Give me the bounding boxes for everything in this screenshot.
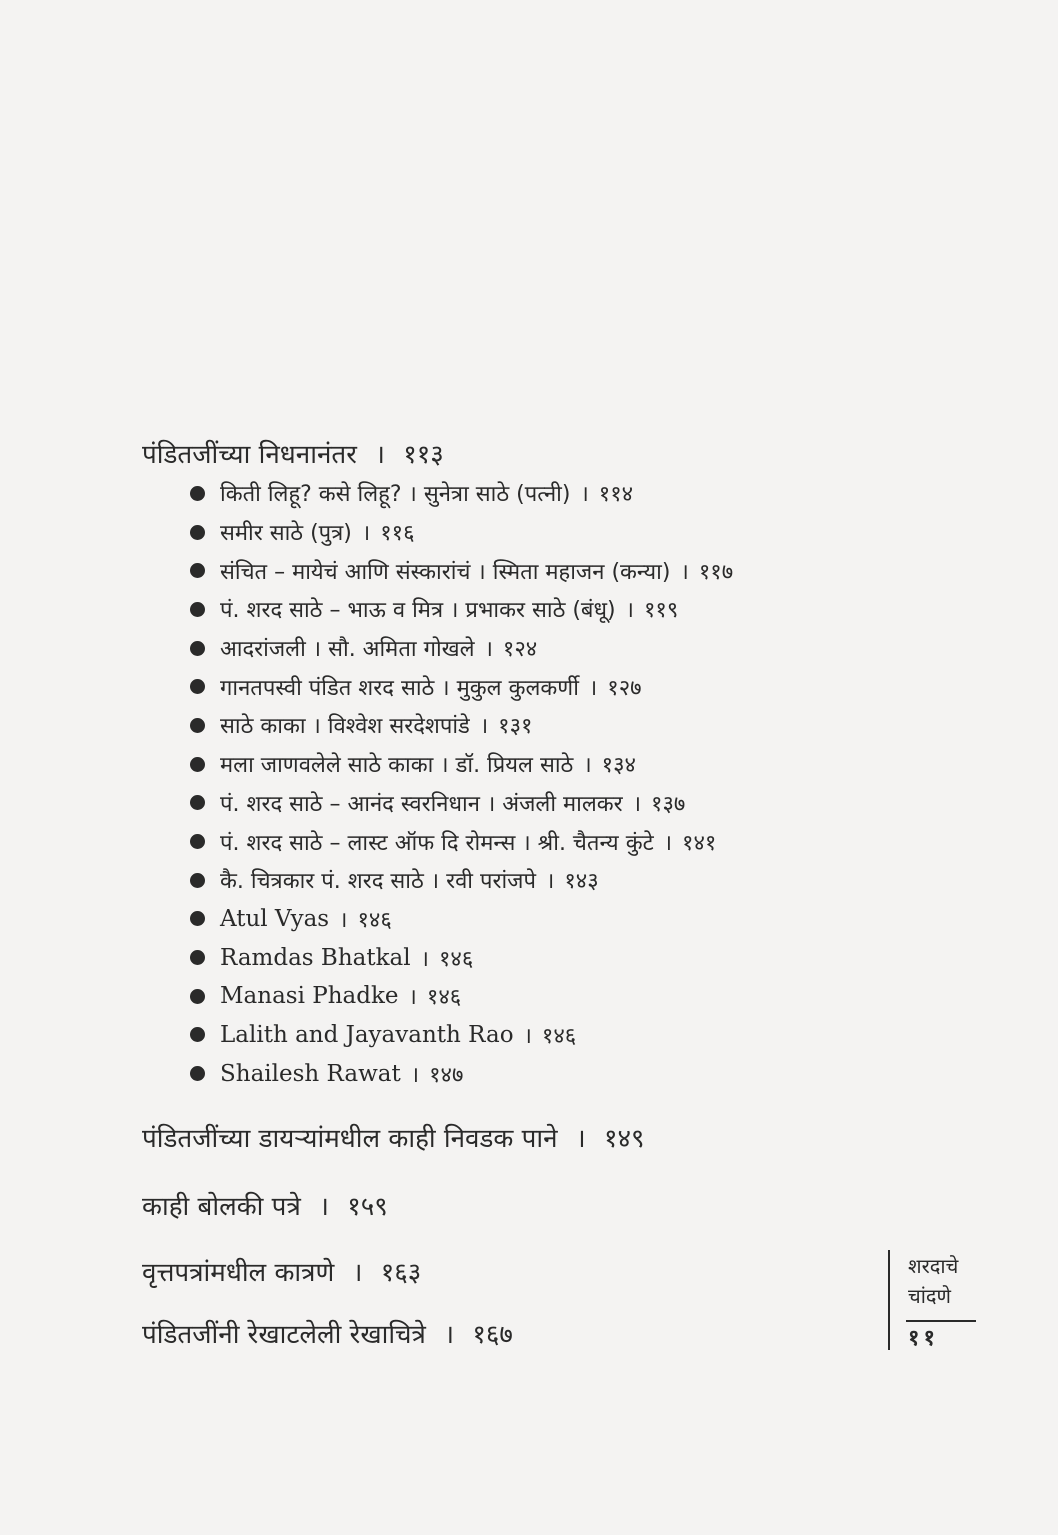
separator: । — [663, 830, 673, 856]
page-number: १४६ — [438, 946, 474, 972]
page-number: ११६ — [380, 521, 415, 547]
separator: । — [583, 753, 592, 779]
entry-title: Lalith and Jayavanth Rao — [220, 1021, 514, 1048]
page-number: १३१ — [498, 714, 533, 740]
section-title: पंडितजींनी रेखाटलेली रेखाचित्रे — [142, 1320, 426, 1350]
separator: । — [625, 598, 634, 624]
separator: । — [375, 440, 385, 470]
separator: । — [580, 482, 589, 508]
list-item — [190, 1016, 733, 1055]
page-number: १३४ — [601, 753, 636, 779]
page-number: ११४ — [598, 482, 634, 508]
bullet-icon — [190, 525, 205, 540]
page-number: १४३ — [564, 869, 599, 895]
list-item — [190, 938, 733, 977]
list-item — [190, 745, 733, 784]
bullet-icon — [190, 873, 205, 888]
page-number: ११७ — [698, 559, 734, 585]
entry-title: पं. शरद साठे – भाऊ व मित्र । प्रभाकर साठे (बंधू) — [220, 598, 616, 624]
page-number: १४६ — [541, 1023, 577, 1049]
bullet-icon — [190, 989, 205, 1004]
list-item — [190, 551, 733, 590]
page-number: ११९ — [643, 598, 679, 624]
separator: । — [408, 985, 417, 1011]
page-number: १४६ — [357, 907, 392, 933]
separator: । — [361, 521, 371, 547]
page-number: १४७ — [429, 1062, 464, 1088]
entry-title: Shailesh Rawat — [220, 1060, 401, 1087]
bullet-icon — [190, 718, 205, 733]
list-item — [190, 667, 733, 706]
list-item — [190, 977, 733, 1016]
list-item — [190, 861, 733, 900]
separator: । — [546, 869, 555, 895]
section-heading — [142, 1318, 513, 1352]
list-item — [190, 784, 733, 823]
folio-page-number: ११ — [908, 1326, 939, 1351]
entry-title: Ramdas Bhatkal — [220, 944, 411, 971]
separator: । — [410, 1062, 420, 1088]
section-heading — [142, 1190, 388, 1224]
section-heading — [142, 1256, 421, 1290]
bullet-icon — [190, 1027, 205, 1042]
list-item — [190, 900, 733, 939]
page-number: १२७ — [607, 675, 642, 701]
entry-title: पं. शरद साठे – आनंद स्वरनिधान । अंजली मालकर — [220, 791, 623, 817]
vertical-rule — [888, 1250, 890, 1350]
section-heading — [142, 1122, 645, 1156]
list-item — [190, 513, 733, 552]
separator: । — [575, 1124, 586, 1154]
bullet-icon — [190, 795, 205, 810]
entry-list — [190, 474, 733, 1093]
entry-title: Manasi Phadke — [220, 983, 399, 1010]
page-number: १४९ — [603, 1124, 645, 1154]
entry-title: मला जाणवलेले साठे काका । डॉ. प्रियल साठे — [220, 753, 574, 779]
bullet-icon — [190, 563, 205, 578]
list-item — [190, 706, 733, 745]
bullet-icon — [190, 834, 205, 849]
section-title: पंडितजींच्या डायऱ्यांमधील काही निवडक पाने — [142, 1124, 558, 1154]
separator: । — [479, 714, 489, 740]
separator: । — [420, 946, 429, 972]
entry-title: साठे काका । विश्वेश सरदेशपांडे — [220, 714, 470, 740]
separator: । — [588, 675, 598, 701]
separator: । — [444, 1320, 455, 1350]
separator: । — [319, 1192, 329, 1222]
page-number: १५९ — [347, 1192, 388, 1222]
entry-title: पं. शरद साठे – लास्ट ऑफ दि रोमन्स । श्री. चैतन्य कुंटे — [220, 830, 654, 856]
page-number: ११३ — [403, 440, 444, 470]
list-item — [190, 1054, 733, 1093]
page-number: १४६ — [426, 985, 462, 1011]
entry-title: गानतपस्वी पंडित शरद साठे । मुकुल कुलकर्णी — [220, 675, 579, 701]
separator: । — [632, 791, 642, 817]
section-heading — [142, 438, 444, 472]
entry-title: संचित – मायेचं आणि संस्कारांचं । स्मिता महाजन (कन्या) — [220, 559, 671, 585]
list-item — [190, 822, 733, 861]
bullet-icon — [190, 1066, 205, 1081]
bullet-icon — [190, 679, 205, 694]
separator: । — [680, 559, 689, 585]
running-footer — [888, 1250, 978, 1350]
section-title: वृत्तपत्रांमधील कात्रणे — [142, 1258, 335, 1288]
list-item — [190, 629, 733, 668]
bullet-icon — [190, 641, 205, 656]
separator: । — [339, 907, 348, 933]
page-number: १६७ — [472, 1320, 513, 1350]
bullet-icon — [190, 757, 205, 772]
page-number: १४१ — [682, 830, 717, 856]
page-number: १३७ — [651, 791, 686, 817]
entry-title: समीर साठे (पुत्र) — [220, 521, 352, 547]
section-title: पंडितजींच्या निधनानंतर — [142, 440, 357, 470]
entry-title: Atul Vyas — [220, 905, 330, 932]
bullet-icon — [190, 602, 205, 617]
book-title-line1: शरदाचे — [908, 1254, 959, 1278]
list-item — [190, 474, 733, 513]
section-title: काही बोलकी पत्रे — [142, 1192, 301, 1222]
separator: । — [523, 1023, 532, 1049]
separator: । — [484, 637, 493, 663]
separator: । — [352, 1258, 363, 1288]
book-title-line2: चांदणे — [908, 1284, 951, 1308]
page-number: १६३ — [380, 1258, 422, 1288]
entry-title: आदरांजली । सौ. अमिता गोखले — [220, 637, 475, 663]
entry-title: कै. चित्रकार पं. शरद साठे । रवी परांजपे — [220, 869, 537, 895]
bullet-icon — [190, 911, 205, 926]
bullet-icon — [190, 950, 205, 965]
page-number: १२४ — [502, 637, 538, 663]
entry-title: किती लिहू? कसे लिहू? । सुनेत्रा साठे (पत्नी) — [220, 482, 571, 508]
list-item — [190, 590, 733, 629]
bullet-icon — [190, 486, 205, 501]
